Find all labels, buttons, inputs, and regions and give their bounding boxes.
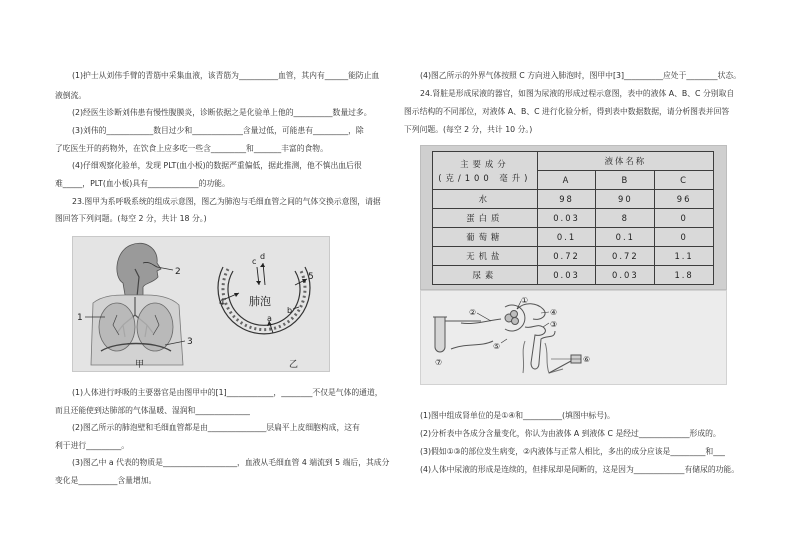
row-name: 水 [433, 190, 538, 209]
q23-part1-line1: (1)人体进行呼吸的主要器官是由图甲中的[1]____________，________不仅是气体的通道， [72, 388, 383, 397]
q24-stem-line2: 图示结构的不同部位，对液体 A、B、C 进行化验分析，得到表中数据数据，请分析图表并回答 [404, 107, 730, 116]
cell-b: 0.1 [596, 228, 655, 247]
cell-b: 8 [596, 209, 655, 228]
column-b: B [596, 171, 655, 190]
table-row [433, 228, 714, 247]
q22-part4-line1: (4)仔细观察化验单，发现 PLT(血小板)的数据严重偏低，据此推测，他不慎出血后很 [72, 161, 362, 170]
cell-b: 0.03 [596, 266, 655, 285]
q23-part2-line1: (2)图乙所示的肺泡壁和毛细血管都是由_______________层扁平上皮细胞构成，这有 [72, 423, 360, 432]
q22-part1-line2: 液倒流。 [55, 91, 87, 100]
q23-part3-line2: 变化是__________含量增加。 [55, 476, 157, 485]
q24-stem-line1: 24.肾脏是形成尿液的器官，如图为尿液的形成过程示意图，表中的液体 A、B、C 分别取自 [420, 89, 735, 98]
q23-part2-line2: 利于进行_________。 [55, 441, 130, 450]
table-row [433, 190, 714, 209]
label-a: a [267, 314, 272, 323]
cell-b: 90 [596, 190, 655, 209]
cell-a: 0.03 [537, 209, 596, 228]
label-b: b [287, 306, 293, 315]
row-name: 尿素 [433, 266, 538, 285]
respiratory-figure-svg [73, 237, 331, 373]
cell-c: 0 [655, 228, 714, 247]
nephron-drawing [433, 301, 581, 373]
label-c: c [252, 257, 257, 266]
nephron-label-5: ⑤ [493, 342, 501, 351]
q22-part3-line2: 了吃医生开的药物外，在饮食上应多吃一些含_________和_______丰富的食物。 [55, 144, 328, 153]
table-row [433, 247, 714, 266]
q22-part4-line2: 难_____，PLT(血小板)具有_____________的功能。 [55, 179, 230, 188]
q24-part4-line1: (4)人体中尿液的形成是连续的，但排尿却是间断的，这是因为_____________有储尿的功能。 [420, 465, 740, 474]
cell-c: 1.1 [655, 247, 714, 266]
cell-a: 0.72 [537, 247, 596, 266]
composition-table [432, 151, 714, 285]
nephron-label-4: ④ [550, 308, 558, 317]
label-5: 5 [308, 272, 314, 282]
alveolus-label: 肺泡 [249, 295, 271, 308]
nephron-label-1: ① [521, 296, 529, 305]
respiratory-figure [72, 236, 330, 372]
nephron-figure-svg [421, 291, 728, 386]
label-2: 2 [175, 267, 181, 277]
column-a: A [537, 171, 596, 190]
label-d: d [260, 252, 266, 261]
row-name: 蛋白质 [433, 209, 538, 228]
nephron-label-6: ⑥ [583, 355, 591, 364]
q22-part2-line1: (2)经医生诊断刘伟患有慢性腹膜炎，诊断依据之是化验单上他的__________数量过多。 [72, 108, 372, 117]
q22-part1-line1: (1)护士从刘伟手臂的青筋中采集血液，该青筋为__________血管，其内有______能防止血 [72, 71, 380, 80]
cell-c: 96 [655, 190, 714, 209]
header-component: 主要成分 [460, 158, 510, 169]
column-c: C [655, 171, 714, 190]
q23-part4-line1: (4)图乙所示的外界气体按照 C 方向进入肺泡时，图甲中[3]__________应处于________状态。 [420, 71, 741, 80]
composition-table-photo [420, 145, 727, 290]
respiratory-system-drawing [85, 243, 185, 365]
cell-a: 0.03 [537, 266, 596, 285]
cell-a: 98 [537, 190, 596, 209]
row-name: 葡萄糖 [433, 228, 538, 247]
label-1: 1 [77, 313, 83, 323]
nephron-figure [420, 290, 727, 385]
q24-part3-line1: (3)假如①③的部位发生病变，②内液体与正常人相比，多出的成分应该是_________和___ [420, 447, 725, 456]
q22-part3-line1: (3)刘伟的____________数目过少和_____________含量过低，可能患有_________，除 [72, 126, 364, 135]
q23-part3-line1: (3)图乙中 a 代表的物质是___________________，血液从毛细血管 4 端流到 5 端后，其成分 [72, 458, 390, 467]
label-3: 3 [187, 337, 193, 347]
table-header-row [433, 152, 714, 171]
table-row [433, 266, 714, 285]
figure-caption-jia: 甲 [135, 360, 145, 370]
table-row [433, 209, 714, 228]
q23-part1-line2: 而且还能使到达肺部的气体温暖、湿润和______________ [55, 406, 250, 415]
row-name: 无机盐 [433, 247, 538, 266]
nephron-label-3: ③ [550, 320, 558, 329]
nephron-label-7: ⑦ [435, 358, 443, 367]
header-component-cell [433, 152, 538, 190]
header-unit: (克/100 毫升) [438, 172, 532, 183]
q24-part2-line1: (2)分析表中各成分含量变化，你认为由液体 A 到液体 C 是经过_____________形成的。 [420, 429, 721, 438]
cell-c: 1.8 [655, 266, 714, 285]
cell-a: 0.1 [537, 228, 596, 247]
q23-stem-line1: 23.图甲为系呼吸系统的组成示意图，图乙为肺泡与毛细血管之间的气体交换示意图，请据 [72, 197, 381, 206]
header-liquid: 液体名称 [537, 152, 713, 171]
q24-part1-line1: (1)图中组成肾单位的是①④和__________(填图中标号)。 [420, 411, 615, 420]
cell-c: 0 [655, 209, 714, 228]
q24-stem-line3: 下列问题。(每空 2 分，共计 10 分。) [404, 125, 533, 134]
label-4: 4 [219, 298, 225, 308]
figure-caption-yi: 乙 [289, 360, 299, 370]
cell-b: 0.72 [596, 247, 655, 266]
nephron-label-2: ② [469, 308, 477, 317]
q23-stem-line2: 图回答下列问题。(每空 2 分，共计 18 分。) [55, 214, 207, 223]
